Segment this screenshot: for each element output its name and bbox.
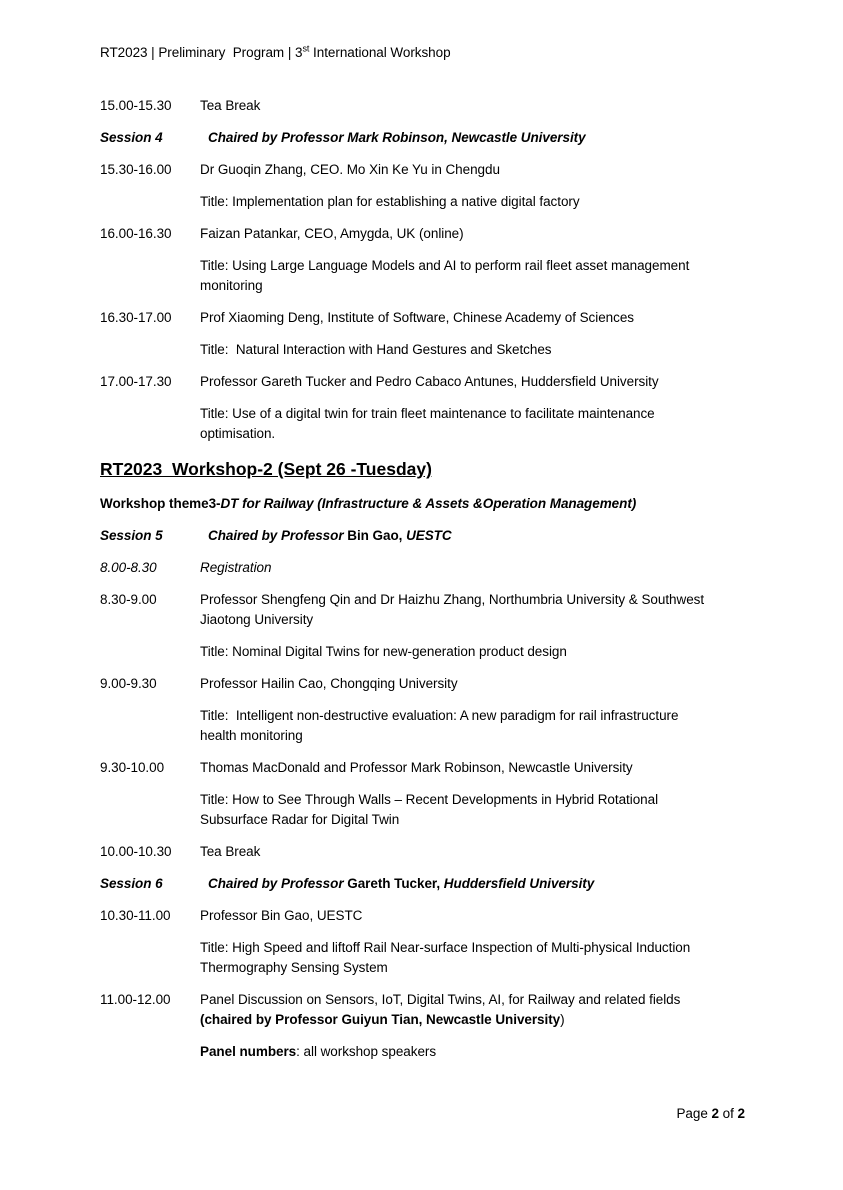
row-line [200,758,745,778]
row-line [200,590,745,610]
text-segment: Title: Use of a digital twin for train fleet maintenance to facilitate maintenance [200,406,655,421]
time-cell [100,340,200,360]
schedule-row [100,758,745,778]
row-line [200,224,745,244]
footer-of-label: of [718,1106,738,1121]
row-line [200,1010,745,1030]
schedule-row [100,340,745,360]
text-segment: Professor Shengfeng Qin and Dr Haizhu Zhang, Northumbria University & Southwest [200,592,705,607]
text-segment: DT for Railway (Infrastructure & Assets &Operation Management) [220,496,637,511]
schedule-row [100,558,745,578]
schedule-row [100,256,745,296]
time-cell: 17.00-17.30 [100,374,172,389]
row-line [200,96,745,116]
text-segment: Professor Gareth Tucker and Pedro Cabaco Antunes, Huddersfield University [200,374,659,389]
row-line [200,558,745,578]
row-line [200,308,745,328]
row-content [200,96,745,116]
row-line [200,938,745,958]
row-line [200,276,745,296]
text-segment: Title: Nominal Digital Twins for new-generation product design [200,644,567,659]
row-line [200,790,745,810]
time-cell: 10.30-11.00 [100,908,171,923]
page-footer [676,1104,745,1124]
row-line [200,726,745,746]
text-segment: Registration [200,560,272,575]
time-cell: 15.00-15.30 [100,98,172,113]
time-cell [100,642,200,662]
section-heading: RT2023 Workshop-2 (Sept 26 -Tuesday) [100,459,432,479]
row-content [200,790,745,830]
row-line [200,842,745,862]
header-text-suffix: International Workshop [309,45,451,60]
text-segment: Tea Break [200,844,261,859]
time-cell: Session 5 [100,528,163,543]
text-segment: Title: Using Large Language Models and AI to perform rail fleet asset management [200,258,690,273]
text-segment: Chaired by Professor [208,528,348,543]
time-cell: 9.30-10.00 [100,760,165,775]
schedule-row [100,192,745,212]
row-content [200,674,745,694]
schedule-row [100,128,745,148]
text-segment: Title: How to See Through Walls – Recent Developments in Hybrid Rotational [200,792,659,807]
row-content [200,758,745,778]
text-segment: Chaired by Professor Mark Robinson, Newcastle University [208,130,586,145]
row-content [200,706,745,746]
row-line [200,674,745,694]
text-segment: Thomas MacDonald and Professor Mark Robinson, Newcastle University [200,760,633,775]
row-content [200,990,745,1030]
row-line [200,642,745,662]
document-header [100,43,745,63]
row-line [200,404,745,424]
text-segment: Jiaotong University [200,612,314,627]
row-content [200,590,745,630]
row-content [200,938,745,978]
row-line [200,990,745,1010]
schedule-row [100,224,745,244]
schedule-row [100,990,745,1030]
schedule-row [100,372,745,392]
time-cell: 8.00-8.30 [100,560,157,575]
row-content [200,224,745,244]
text-segment: UESTC [406,528,452,543]
time-cell: 16.30-17.00 [100,310,172,325]
row-content [200,340,745,360]
row-content [200,256,745,296]
time-cell [100,938,200,978]
time-cell: 16.00-16.30 [100,226,172,241]
schedule-row [100,1042,745,1062]
row-line [200,340,745,360]
text-segment: optimisation. [200,426,276,441]
text-segment: , [398,528,407,543]
text-segment: Thermography Sensing System [200,960,388,975]
header-superscript: st [302,43,310,54]
program-sections [100,96,745,1062]
row-line [200,424,745,444]
text-segment: Gareth Tucker, [347,876,444,891]
text-segment: Tea Break [200,98,261,113]
row-content [200,128,745,148]
row-content [200,372,745,392]
row-content [200,906,745,926]
header-text-prefix: RT2023 | Preliminary Program | 3 [100,45,303,60]
row-line [208,526,745,546]
time-cell [100,706,200,746]
row-content [200,874,745,894]
schedule-row [100,874,745,894]
row-content [200,160,745,180]
row-content [200,404,745,444]
schedule-row [100,706,745,746]
schedule-row [100,938,745,978]
footer-total-pages: 2 [737,1106,745,1121]
text-segment: Huddersfield University [443,876,595,891]
text-segment: Chaired by Professor [208,876,348,891]
schedule-row [100,590,745,630]
row-line [200,958,745,978]
schedule-row [100,308,745,328]
text-segment: Panel Discussion on Sensors, IoT, Digital Twins, AI, for Railway and related fields [200,992,681,1007]
row-line [200,160,745,180]
time-cell: Session 4 [100,130,163,145]
program-section [100,456,745,1062]
text-segment: Panel numbers [200,1044,297,1059]
program-section [100,96,745,444]
schedule-row [100,674,745,694]
row-line [200,706,745,726]
workshop-theme-line [100,494,745,514]
time-cell: 8.30-9.00 [100,592,157,607]
schedule-row [100,790,745,830]
row-content [200,842,745,862]
time-cell [100,192,200,212]
row-content [200,558,745,578]
row-content [200,526,745,546]
row-line [208,128,745,148]
text-segment: Prof Xiaoming Deng, Institute of Software, Chinese Academy of Sciences [200,310,634,325]
row-line [200,256,745,276]
text-segment: Professor Hailin Cao, Chongqing University [200,676,458,691]
text-segment: : all workshop speakers [296,1044,437,1059]
text-segment: Dr Guoqin Zhang, CEO. Mo Xin Ke Yu in Chengdu [200,162,500,177]
row-line [208,874,745,894]
row-line [200,906,745,926]
time-cell: Session 6 [100,876,163,891]
time-cell [100,1042,200,1062]
row-line [200,610,745,630]
footer-page-label: Page [676,1106,712,1121]
text-segment: monitoring [200,278,263,293]
schedule-row [100,842,745,862]
text-segment: Title: Intelligent non-destructive evaluation: A new paradigm for rail infrastructure [200,708,679,723]
time-cell [100,790,200,830]
schedule-row [100,160,745,180]
time-cell [100,256,200,296]
schedule-row [100,526,745,546]
text-segment: Title: Natural Interaction with Hand Gestures and Sketches [200,342,552,357]
row-line [200,192,745,212]
schedule-row [100,404,745,444]
row-content [200,192,745,212]
time-cell: 9.00-9.30 [100,676,157,691]
row-content [200,308,745,328]
row-line [200,1042,745,1062]
footer-page-number: 2 [711,1106,719,1121]
text-segment: Workshop theme3- [100,496,221,511]
time-cell [100,404,200,444]
text-segment: Title: High Speed and liftoff Rail Near-surface Inspection of Multi-physical Induction [200,940,691,955]
schedule-row [100,642,745,662]
text-segment: ) [560,1012,565,1027]
text-segment: Title: Implementation plan for establishing a native digital factory [200,194,580,209]
row-content [200,1042,745,1062]
text-segment: Bin Gao [347,528,399,543]
row-line [200,810,745,830]
text-segment: (chaired by Professor Guiyun Tian, Newcastle University [200,1012,561,1027]
schedule-row [100,96,745,116]
schedule-row [100,906,745,926]
row-content [200,642,745,662]
text-segment: health monitoring [200,728,303,743]
time-cell: 15.30-16.00 [100,162,172,177]
text-segment: Professor Bin Gao, UESTC [200,908,363,923]
row-line [200,372,745,392]
time-cell: 10.00-10.30 [100,844,172,859]
time-cell: 11.00-12.00 [100,992,171,1007]
text-segment: Faizan Patankar, CEO, Amygda, UK (online) [200,226,464,241]
text-segment: Subsurface Radar for Digital Twin [200,812,400,827]
